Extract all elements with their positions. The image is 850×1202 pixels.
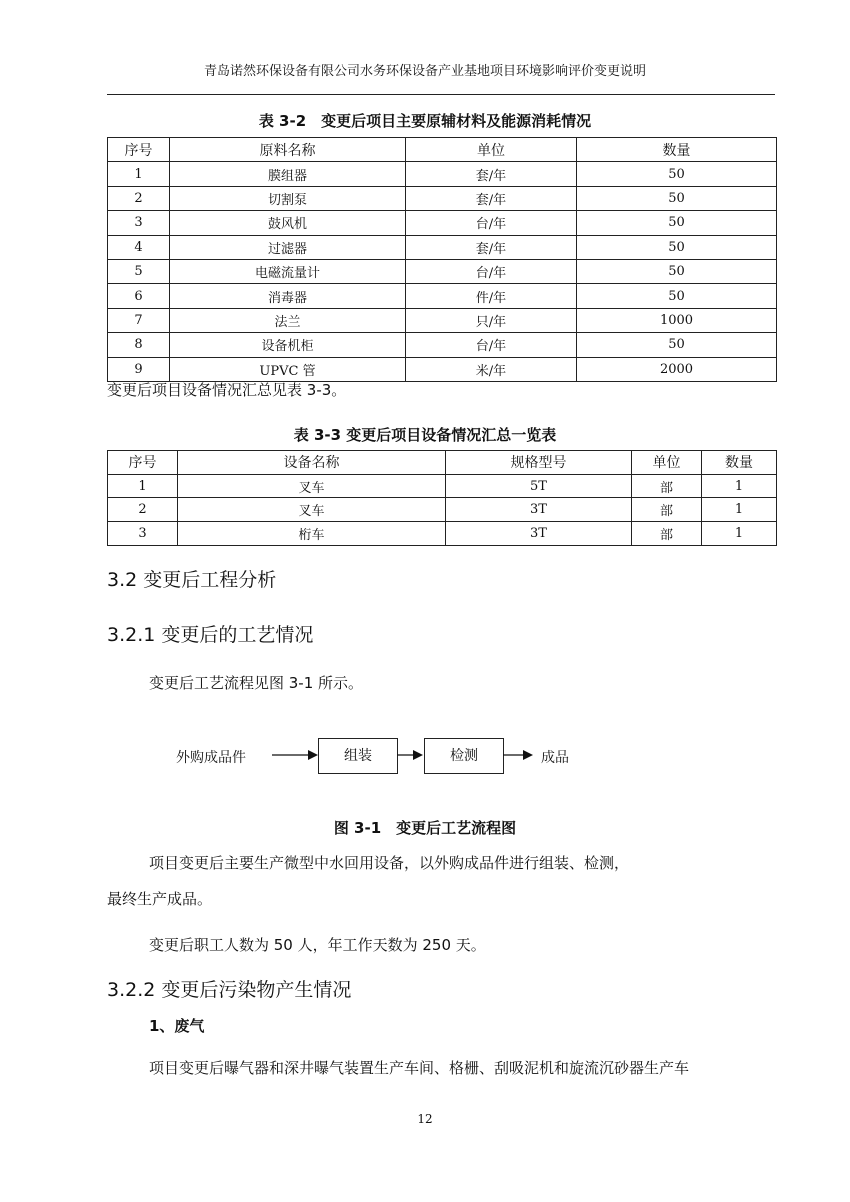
- flow-arrow-icon: [272, 746, 320, 764]
- header-rule: [107, 94, 775, 95]
- table-cell: 50: [577, 333, 777, 357]
- table-3-3: [107, 450, 777, 546]
- table-cell: 米/年: [406, 357, 577, 381]
- paragraph-line: 项目变更后主要生产微型中水回用设备，以外购成品件进行组装、检测，: [149, 854, 630, 872]
- table-cell: 5: [108, 259, 170, 283]
- table-cell: 8: [108, 333, 170, 357]
- process-intro-text: 变更后工艺流程见图 3-1 所示。: [149, 674, 364, 692]
- table-cell: 部: [632, 498, 702, 522]
- table-cell: 膜组器: [170, 162, 406, 186]
- flow-input-label: 外购成品件: [176, 750, 246, 766]
- table-cell: 50: [577, 211, 777, 235]
- table-cell: 桁车: [178, 522, 446, 546]
- table-cell: 叉车: [178, 474, 446, 498]
- table-3-3-title: 表 3-3 变更后项目设备情况汇总一览表: [293, 426, 557, 444]
- staffing-paragraph: 变更后职工人数为 50 人，年工作天数为 250 天。: [149, 936, 486, 954]
- column-header: 单位: [632, 451, 702, 475]
- table-cell: 套/年: [406, 162, 577, 186]
- table-cell: 2000: [577, 357, 777, 381]
- table-cell: 7: [108, 308, 170, 332]
- table-cell: 电磁流量计: [170, 259, 406, 283]
- page-number: 12: [417, 1112, 433, 1126]
- table-cell: 3: [108, 522, 178, 546]
- table-cell: 1: [108, 162, 170, 186]
- table-cell: 台/年: [406, 259, 577, 283]
- column-header: 序号: [108, 138, 170, 162]
- table-cell: 3: [108, 211, 170, 235]
- table-row: [108, 357, 777, 381]
- table-row: [108, 308, 777, 332]
- column-header: 原料名称: [170, 138, 406, 162]
- table-cell: 叉车: [178, 498, 446, 522]
- table-cell: 件/年: [406, 284, 577, 308]
- table-cell: 设备机柜: [170, 333, 406, 357]
- table-cell: 1000: [577, 308, 777, 332]
- table-cell: 50: [577, 259, 777, 283]
- table-cell: 切割泵: [170, 186, 406, 210]
- table-row: [108, 284, 777, 308]
- table-row: [108, 522, 777, 546]
- table-cell: 只/年: [406, 308, 577, 332]
- table-cell: 1: [702, 474, 777, 498]
- column-header: 单位: [406, 138, 577, 162]
- table-cell: 50: [577, 162, 777, 186]
- paragraph-line: 最终生产成品。: [107, 890, 213, 908]
- paragraph-line: 项目变更后曝气器和深井曝气装置生产车间、格栅、刮吸泥机和旋流沉砂器生产车: [149, 1059, 690, 1077]
- subsection-heading-exhaust-gas: 1、废气: [149, 1017, 205, 1035]
- table-cell: 3T: [446, 522, 632, 546]
- table-cell: 1: [108, 474, 178, 498]
- table-cell: 3T: [446, 498, 632, 522]
- table-header-row: [108, 451, 777, 475]
- column-header: 序号: [108, 451, 178, 475]
- table-row: [108, 498, 777, 522]
- table-cell: 套/年: [406, 186, 577, 210]
- table-cell: 消毒器: [170, 284, 406, 308]
- table-cell: 1: [702, 498, 777, 522]
- table-cell: 套/年: [406, 235, 577, 259]
- section-heading-3-2-2: 3.2.2 变更后污染物产生情况: [107, 979, 352, 1001]
- table-cell: 法兰: [170, 308, 406, 332]
- running-header: 青岛诺然环保设备有限公司水务环保设备产业基地项目环境影响评价变更说明: [203, 64, 646, 79]
- table-row: [108, 162, 777, 186]
- table-cell: 鼓风机: [170, 211, 406, 235]
- table-cell: 9: [108, 357, 170, 381]
- table-cell: 5T: [446, 474, 632, 498]
- table-3-2-title: 表 3-2 变更后项目主要原辅材料及能源消耗情况: [258, 112, 592, 130]
- table-cell: 2: [108, 186, 170, 210]
- table-cell: 过滤器: [170, 235, 406, 259]
- table-cell: 50: [577, 235, 777, 259]
- table-row: [108, 211, 777, 235]
- flow-arrow-icon: [397, 746, 425, 764]
- table-cell: 50: [577, 186, 777, 210]
- table-header-row: [108, 138, 777, 162]
- table-cell: 2: [108, 498, 178, 522]
- flow-arrow-icon: [503, 746, 535, 764]
- section-heading-3-2-1: 3.2.1 变更后的工艺情况: [107, 624, 314, 646]
- figure-caption: 图 3-1 变更后工艺流程图: [333, 819, 517, 837]
- table-cell: 6: [108, 284, 170, 308]
- table-cell: 4: [108, 235, 170, 259]
- table-3-2: [107, 137, 777, 382]
- column-header: 规格型号: [446, 451, 632, 475]
- table-row: [108, 474, 777, 498]
- column-header: 设备名称: [178, 451, 446, 475]
- table-cell: 台/年: [406, 333, 577, 357]
- flow-output-label: 成品: [541, 750, 569, 766]
- table-cell: UPVC 管: [170, 357, 406, 381]
- section-heading-3-2: 3.2 变更后工程分析: [107, 569, 277, 591]
- table-cell: 部: [632, 522, 702, 546]
- table-cell: 50: [577, 284, 777, 308]
- flow-step-inspection: 检测: [424, 738, 504, 774]
- flow-step-assembly: 组装: [318, 738, 398, 774]
- table-cell: 部: [632, 474, 702, 498]
- table-row: [108, 186, 777, 210]
- column-header: 数量: [702, 451, 777, 475]
- table-cell: 台/年: [406, 211, 577, 235]
- table-3-3-reference: 变更后项目设备情况汇总见表 3-3。: [107, 381, 347, 399]
- table-row: [108, 235, 777, 259]
- table-row: [108, 333, 777, 357]
- table-row: [108, 259, 777, 283]
- table-cell: 1: [702, 522, 777, 546]
- column-header: 数量: [577, 138, 777, 162]
